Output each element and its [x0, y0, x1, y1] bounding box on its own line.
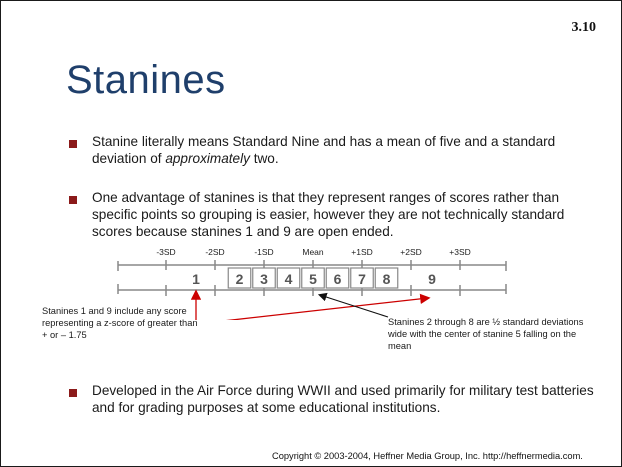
stanine-label: 8 [382, 271, 391, 287]
sd-label: +3SD [449, 247, 471, 257]
bullet-marker [69, 196, 77, 204]
sd-label: -2SD [205, 247, 225, 257]
copyright-footer: Copyright © 2003-2004, Heffner Media Group, Inc. http://heffnermedia.com. [272, 451, 583, 461]
stanine-label: 7 [358, 271, 366, 287]
note-stanines-1-9: Stanines 1 and 9 include any score representing a z-score of greater than + or – 1.75 [42, 306, 198, 340]
bullet-text-1: Stanine literally means Standard Nine and has a mean of five and a standard deviation of approximately two. [92, 134, 556, 166]
slide-title: Stanines [66, 58, 226, 102]
sd-label: +2SD [400, 247, 422, 257]
stanine-label: 5 [309, 271, 317, 287]
stanine-label: 9 [428, 271, 436, 287]
stanine-label: 1 [192, 271, 200, 287]
bullet-text-3: Developed in the Air Force during WWII and used primarily for military test batteries and for grading purposes at some educational institutions. [92, 383, 594, 415]
arrow-to-stanine-5 [320, 295, 388, 317]
sd-label: -1SD [254, 247, 274, 257]
bullet-text-2: One advantage of stanines is that they represent ranges of scores rather than specific points so grouping is easier, however they are not technically standard scores because stanines 1 and 9 are open ended. [92, 190, 565, 239]
bullet-marker [69, 389, 77, 397]
bullet-marker [69, 140, 77, 148]
sd-label: -3SD [156, 247, 176, 257]
stanine-label: 4 [284, 271, 293, 287]
sd-label: +1SD [351, 247, 373, 257]
sd-label: Mean [302, 247, 324, 257]
note-stanines-2-8: Stanines 2 through 8 are ½ standard deviations wide with the center of stanine 5 falling on the mean [388, 317, 584, 351]
stanine-label: 3 [260, 271, 268, 287]
slide-number: 3.10 [571, 20, 596, 35]
stanine-label: 2 [235, 271, 244, 287]
stanine-label: 6 [333, 271, 342, 287]
